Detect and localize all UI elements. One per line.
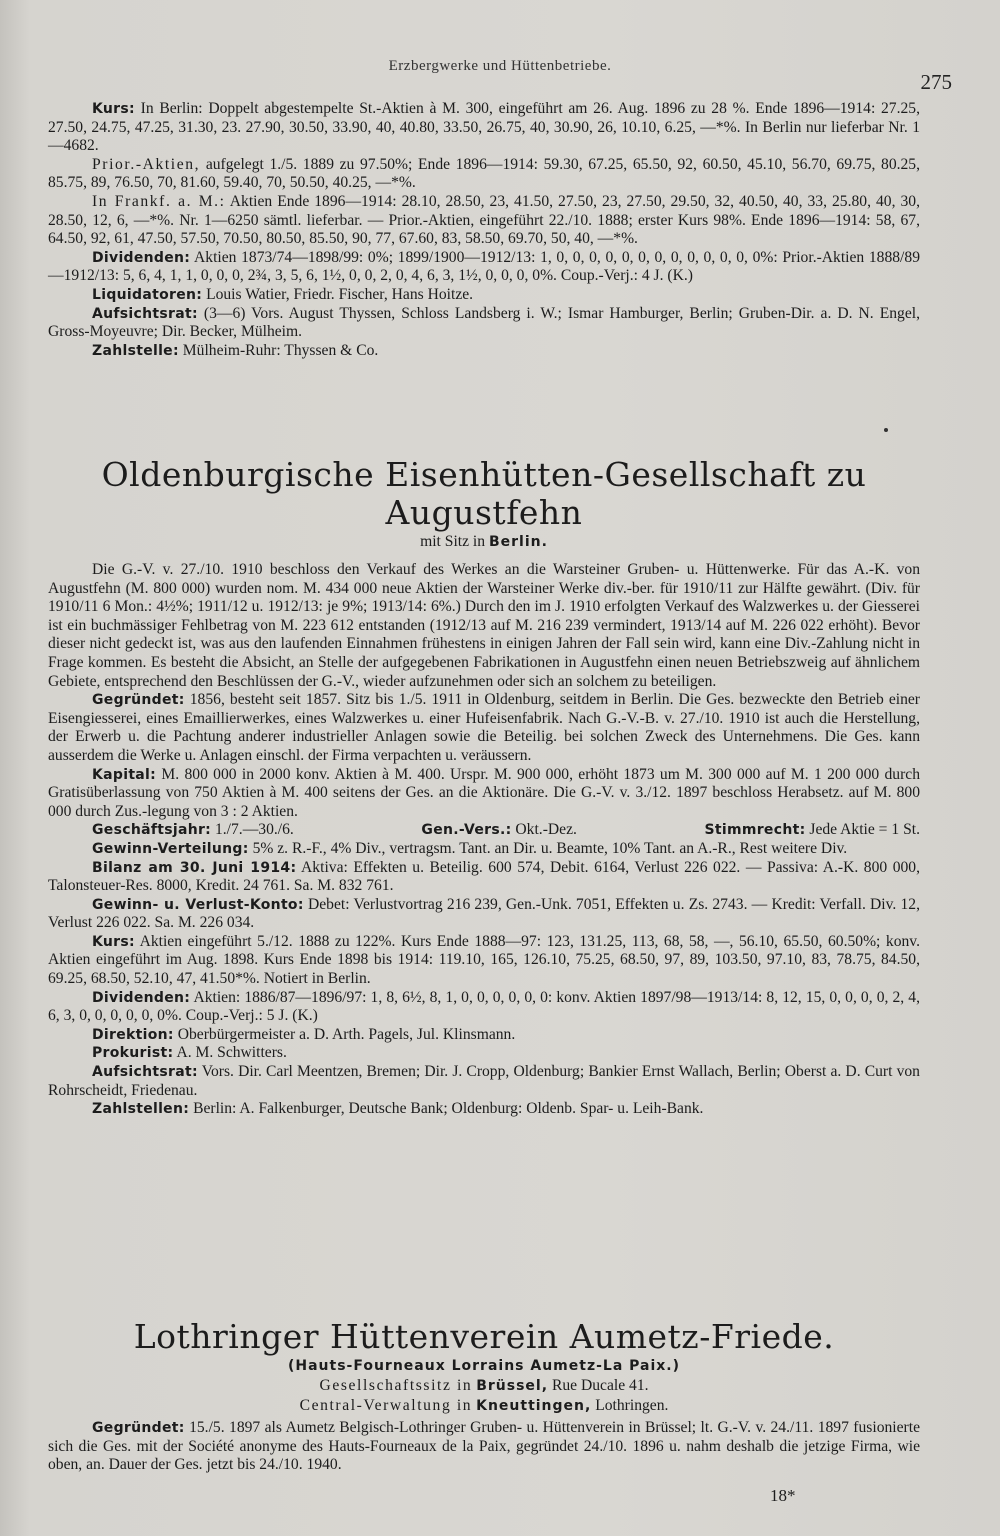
signature-mark: 18*	[770, 1486, 796, 1505]
paragraph-direktion: Direktion: Oberbürgermeister a. D. Arth. Pagels, Jul. Klinsmann.	[92, 1025, 516, 1043]
company-seat: mit Sitz in Berlin.	[420, 533, 548, 550]
paragraph-prokurist: Prokurist: A. M. Schwitters.	[92, 1044, 287, 1062]
company-central-administration: Central-Verwaltung in Kneuttingen, Lothringen.	[299, 1397, 669, 1414]
paragraph-kapital: Kapital: M. 800 000 in 2000 konv. Aktien à M. 400. Urspr. M. 900 000, erhöht 1873 um M. 300 000 auf M. 1 200 000 durch Gratisüberlassung von 750 Aktien à M. 400 seitens der Ges. an die Aktionäre. Die G.-V. v. 3./12. 1897 beschloss Herabsetz. auf M. 800 000 durch Zus.-legung von 3 : 2 Aktien.	[48, 765, 920, 820]
paragraph-zahlstelle: Zahlstelle: Mülheim-Ruhr: Thyssen & Co.	[92, 341, 379, 359]
paragraph-kurs: Kurs: In Berlin: Doppelt abgestempelte St.-Aktien à M. 300, eingeführt am 26. Aug. 1896 zu 28 %. Ende 1896—1914: 27.25, 27.50, 24.75, 47.25, 31.30, 23. 27.90, 30.50, 33.90, 40, 40.80, 33.50, 26.75, 40, 30.90, 26, 10.10, 6.25, —*%. In Berlin nur lieferbar Nr. 1—4682.	[48, 100, 920, 155]
paragraph-aufsichtsrat: Aufsichtsrat: Vors. Dir. Carl Meentzen, Bremen; Dir. J. Cropp, Oldenburg; Bankier Ernst Wallach, Berlin; Oberst a. D. Curt von Rohrscheidt, Friedenau.	[48, 1063, 920, 1099]
paragraph-prior: Prior.-Aktien, aufgelegt 1./5. 1889 zu 97.50%; Ende 1896—1914: 59.30, 67.25, 65.50, 92, 60.50, 45.10, 56.70, 69.75, 80.25, 85.75, 89, 76.50, 70, 81.60, 59.40, 70, 50.50, 40.25, —*%.	[48, 155, 921, 192]
paragraph-gegruendet: Gegründet: 15./5. 1897 als Aumetz Belgisch-Lothringer Gruben- u. Hüttenverein in Brüssel; lt. G.-V. v. 24./11. 1897 fusionierte sich die Ges. mit der Société anonyme des Hauts-Fourneaux de la Paix, gegründet 24./10. 1896 u. nahm deshalb die jetzige Firma, wie oben, an. Dauer der Ges. jetzt bis 24./10. 1940.	[48, 1419, 920, 1474]
paragraph-gegruendet: Gegründet: 1856, besteht seit 1857. Sitz bis 1./5. 1911 in Oldenburg, seitdem in Berlin. Die Ges. bezweckte den Betrieb einer Eisengiesserei, eines Emaillierwerkes, eines Walzwerkes u. einer Hufeisenfabrik. Nach G.-V.-B. v. 27./10. 1910 ist auch die Herstellung, der Erwerb u. die Pachtung anderer industrieller Anlagen sowie die Beteilig. bei solchen Zweck des Unternehmens. Die Ges. kann ausserdem die Werke u. Anlagen einschl. der Firma verpachten u. veräussern.	[48, 691, 921, 764]
paragraph-intro: Die G.-V. v. 27./10. 1910 beschloss den Verkauf des Werkes an die Warsteiner Gruben- u. Hüttenwerke. Für das A.-K. von Augustfehn (M. 800 000) wurden nom. M. 434 000 neue Aktien der Warsteiner Werke div.-ber. für 1910/11 zur Hälfte gewährt. (Div. für 1910/11 6 Mon.: 4½%; 1911/12 u. 1912/13: je 9%; 1913/14: 6%.) Durch den im J. 1910 erfolgten Verkauf des Walzwerkes u. der Giesserei ist ein buchmässiger Fehlbetrag von M. 223 612 entstanden (1912/13 auf M. 216 239 vermindert, 1913/14 auf M. 226 022 erhöht). Bevor dieser nicht gedeckt ist, was aus den laufenden Einnahmen frühestens in einigen Jahren der Fall sein wird, kann eine Div.-Zahlung nicht in Frage kommen. Es besteht die Absicht, an Stelle der aufgegebenen Fabrikationen in Augustfehn einen neuen Betriebszweig auf ähnlichem Gebiete, entsprechend den Beschlüssen der G.-V., wieder aufzunehmen oder sich an solchem zu beteiligen.	[48, 561, 920, 690]
paragraph-bilanz: Bilanz am 30. Juni 1914: Aktiva: Effekten u. Beteilig. 600 574, Debit. 6164, Verlust 226 022. — Passiva: A.-K. 800 000, Talonsteuer-Res. 8000, Kredit. 24 761. Sa. M. 832 761.	[48, 858, 920, 895]
paragraph-liquidatoren: Liquidatoren: Louis Watier, Friedr. Fischer, Hans Hoitze.	[92, 285, 474, 303]
running-head: Erzbergwerke und Hüttenbetriebe.	[388, 58, 612, 74]
paragraph-gewinn-verteilung: Gewinn-Verteilung: 5% z. R.-F., 4% Div., vertragsm. Tant. an Dir. u. Beamte, 10% Tant. an A.-R., Rest weitere Div.	[92, 839, 848, 857]
entry-oldenburgische	[48, 456, 920, 1119]
paragraph-zahlstellen: Zahlstellen: Berlin: A. Falkenburger, Deutsche Bank; Oldenburg: Oldenb. Spar- u. Leih-Bank.	[92, 1100, 704, 1118]
paragraph-dividenden: Dividenden: Aktien: 1886/87—1896/97: 1, 8, 6½, 8, 1, 0, 0, 0, 0, 0, 0: konv. Aktien 1897/98—1913/14: 8, 12, 15, 0, 0, 0, 0, 2, 4, 6, 3, 0, 0, 0, 0, 0, 0%. Coup.-Verj.: 5 J. (K.)	[48, 988, 920, 1025]
paragraph-aufsichtsrat: Aufsichtsrat: (3—6) Vors. August Thyssen, Schloss Landsberg i. W.; Ismar Hamburger, Berlin; Gruben-Dir. a. D. N. Engel, Gross-Moyeuvre; Dir. Becker, Mülheim.	[48, 304, 920, 341]
company-seat: Gesellschaftssitz in Brüssel, Rue Ducale 41.	[319, 1377, 649, 1394]
row-geschaeftsjahr: Geschäftsjahr: 1./7.—30./6. Gen.-Vers.: Okt.-Dez. Stimmrecht: Jede Aktie = 1 St.	[92, 821, 920, 839]
ink-dot	[884, 428, 888, 432]
paragraph-frankfurt: In Frankf. a. M.: Aktien Ende 1896—1914: 28.10, 28.50, 23, 41.50, 27.50, 23, 27.50, 29.50, 32, 40.50, 40, 33, 25.80, 40, 30, 28.50, 12, 6, —*%. Nr. 1—6250 sämtl. lieferbar. — Prior.-Aktien, eingeführt 22./10. 1888; erster Kurs 98%. Ende 1896—1914: 58, 67, 64.50, 92, 61, 47.50, 57.50, 70.50, 80.50, 85.50, 90, 77, 67.60, 83, 58.50, 69.70, 50, 40, —*%.	[48, 192, 920, 248]
page-number: 275	[920, 70, 952, 94]
company-subtitle: (Hauts-Fourneaux Lorrains Aumetz-La Paix.)	[287, 1358, 681, 1374]
company-title: Lothringer Hüttenverein Aumetz-Friede.	[133, 1317, 835, 1356]
entry-lothringer	[48, 1318, 920, 1475]
paragraph-gewinn-verlust: Gewinn- u. Verlust-Konto: Debet: Verlustvortrag 216 239, Gen.-Unk. 7051, Effekten u. Zs. 2743. — Kredit: Verfall. Div. 12, Verlust 226 022. Sa. M. 226 034.	[48, 895, 921, 932]
entry-continuation	[48, 100, 920, 360]
company-title: Oldenburgische Eisenhütten-Gesellschaft zu Augustfehn	[101, 455, 867, 532]
paragraph-kurs: Kurs: Aktien eingeführt 5./12. 1888 zu 122%. Kurs Ende 1888—97: 123, 131.25, 113, 68, 58, —, 56.10, 65.50, 60.50%; konv. Aktien eingeführt im Aug. 1898. Kurs Ende 1898 bis 1914: 119.10, 165, 126.10, 75.25, 68.50, 97, 89, 103.50, 97.10, 83, 78.75, 84.50, 69.25, 68.50, 52.10, 47, 41.50*%. Notiert in Berlin.	[48, 932, 920, 988]
paragraph-dividenden: Dividenden: Aktien 1873/74—1898/99: 0%; 1899/1900—1912/13: 1, 0, 0, 0, 0, 0, 0, 0, 0, 0, 0, 0, 0, 0%: Prior.-Aktien 1888/89—1912/13: 5, 6, 4, 1, 1, 0, 0, 0, 2¾, 3, 5, 6, 1½, 0, 0, 2, 0, 4, 6, 3, 1½, 0, 0, 0, 0%. Coup.-Verj.: 4 J. (K.)	[48, 248, 920, 285]
